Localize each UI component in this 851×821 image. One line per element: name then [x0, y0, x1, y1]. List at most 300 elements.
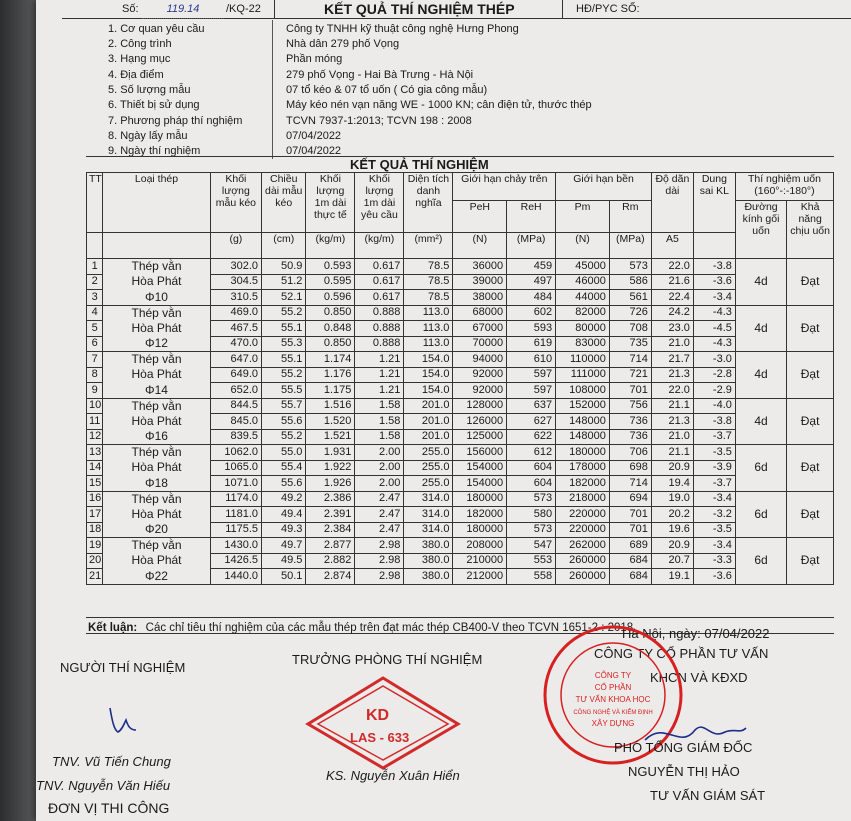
cell-value: 1175.5	[210, 522, 261, 538]
seal-line: CỔ PHẦN	[594, 683, 632, 692]
las-stamp-text: LAS - 633	[350, 730, 410, 745]
steel-type: Φ12	[103, 336, 210, 352]
cell-value: 597	[507, 367, 556, 383]
info-value: 07/04/2022	[286, 130, 342, 142]
info-value: TCVN 7937-1:2013; TCVN 198 : 2008	[286, 115, 472, 127]
cell-value: 469.0	[210, 305, 261, 321]
cell-value: -3.6	[693, 274, 735, 290]
cell-value: 1.931	[306, 445, 355, 461]
row-index: 6	[87, 336, 103, 352]
cell-value: 49.3	[262, 522, 306, 538]
contractor-title: ĐƠN VỊ THI CÔNG	[48, 800, 170, 816]
cell-value: 304.5	[210, 274, 261, 290]
cell-value: 1440.0	[210, 569, 261, 585]
cell-value: 201.0	[404, 414, 453, 430]
row-index: 9	[87, 383, 103, 399]
cell-value: 2.386	[306, 491, 355, 507]
cell-value: 55.0	[262, 445, 306, 461]
cell-value: 201.0	[404, 398, 453, 414]
cell-value: 154000	[453, 476, 507, 492]
cell-value: -3.2	[693, 507, 735, 523]
cell-value: 0.593	[306, 259, 355, 275]
cell-value: 126000	[453, 414, 507, 430]
steel-type: Φ10	[103, 290, 210, 306]
cell-value: 260000	[556, 553, 610, 569]
cell-value: 178000	[556, 460, 610, 476]
info-value: 279 phố Vọng - Hai Bà Trưng - Hà Nội	[286, 69, 474, 81]
cell-value: 844.5	[210, 398, 261, 414]
cell-value: 0.617	[355, 259, 404, 275]
cell-value: 21.0	[651, 336, 693, 352]
unit-n: (N)	[556, 233, 610, 259]
col-header-kha-nang: Khả năng chịu uốn	[787, 201, 834, 259]
cell-value: -3.4	[693, 491, 735, 507]
cell-value: 78.5	[404, 290, 453, 306]
cell-value: 684	[609, 569, 651, 585]
steel-type: Hòa Phát	[103, 414, 210, 430]
cell-value: 302.0	[210, 259, 261, 275]
steel-type: Hòa Phát	[103, 460, 210, 476]
cell-value: 1.21	[355, 352, 404, 368]
vice-director-title: PHÓ TỔNG GIÁM ĐỐC	[614, 740, 753, 755]
table-row	[87, 352, 834, 368]
steel-type: Φ20	[103, 522, 210, 538]
so-number: 119.14	[142, 0, 224, 19]
cell-value: -2.8	[693, 367, 735, 383]
cell-value: 2.00	[355, 460, 404, 476]
cell-value: 70000	[453, 336, 507, 352]
cell-value: -3.8	[693, 259, 735, 275]
cell-value: 602	[507, 305, 556, 321]
cell-value: 180000	[556, 445, 610, 461]
cell-value: 45000	[556, 259, 610, 275]
cell-value: 380.0	[404, 569, 453, 585]
cell-value: 714	[609, 476, 651, 492]
supervisor-title: TƯ VẤN GIÁM SÁT	[650, 788, 766, 803]
table-row	[87, 259, 834, 275]
cell-value: -3.4	[693, 290, 735, 306]
col-header-chieu-dai: Chiều dài mẫu kéo	[262, 173, 306, 233]
info-label: 9. Ngày thí nghiệm	[108, 145, 201, 157]
vice-director-name: NGUYỄN THỊ HẢO	[628, 764, 740, 779]
cell-value: 558	[507, 569, 556, 585]
info-row	[100, 68, 830, 83]
unit-mpa: (MPa)	[507, 233, 556, 259]
cell-value: 218000	[556, 491, 610, 507]
cell-value: 23.0	[651, 321, 693, 337]
cell-value: 1071.0	[210, 476, 261, 492]
row-index: 3	[87, 290, 103, 306]
cell-value: 2.877	[306, 538, 355, 554]
cell-value: 19.4	[651, 476, 693, 492]
cell-value: 148000	[556, 414, 610, 430]
cell-value: 0.596	[306, 290, 355, 306]
cell-value: 210000	[453, 553, 507, 569]
cell-value: 684	[609, 553, 651, 569]
cell-value: 22.0	[651, 383, 693, 399]
cell-value: 701	[609, 522, 651, 538]
cell-value: 156000	[453, 445, 507, 461]
cell-value: 721	[609, 367, 651, 383]
cell-value: 94000	[453, 352, 507, 368]
cell-value: 82000	[556, 305, 610, 321]
col-header-uon: Thí nghiệm uốn (160°-:-180°)	[735, 173, 833, 201]
cell-value: 22.4	[651, 290, 693, 306]
cell-value: 1.174	[306, 352, 355, 368]
cell-value: 467.5	[210, 321, 261, 337]
col-header-peh: PeH	[453, 201, 507, 233]
cell-value: 260000	[556, 569, 610, 585]
cell-value: 1.926	[306, 476, 355, 492]
cell-value: 154000	[453, 460, 507, 476]
conclusion-text: Các chỉ tiêu thí nghiệm của các mẫu thép trên đạt mác thép CB400-V theo TCVN 1651-2 : 2018.	[145, 622, 637, 634]
cell-value: 2.98	[355, 569, 404, 585]
cell-value: -3.4	[693, 538, 735, 554]
cell-value: 497	[507, 274, 556, 290]
cell-value: 1.21	[355, 383, 404, 399]
bend-diameter: 4d	[735, 305, 786, 352]
col-header-reh: ReH	[507, 201, 556, 233]
unit-mm2: (mm²)	[404, 233, 453, 259]
cell-value: 2.391	[306, 507, 355, 523]
cell-value: 55.2	[262, 367, 306, 383]
cell-value: 2.98	[355, 553, 404, 569]
cell-value: 1062.0	[210, 445, 261, 461]
row-index: 10	[87, 398, 103, 414]
cell-value: 0.888	[355, 321, 404, 337]
table-row	[87, 522, 834, 538]
cell-value: 21.3	[651, 367, 693, 383]
cell-value: -3.5	[693, 522, 735, 538]
seal-line: CÔNG TY	[594, 671, 632, 680]
row-index: 7	[87, 352, 103, 368]
table-row	[87, 429, 834, 445]
cell-value: 547	[507, 538, 556, 554]
cell-value: 55.4	[262, 460, 306, 476]
row-index: 20	[87, 553, 103, 569]
cell-value: 83000	[556, 336, 610, 352]
info-row	[100, 37, 830, 52]
cell-value: 21.1	[651, 398, 693, 414]
cell-value: 314.0	[404, 507, 453, 523]
tester-signature	[100, 700, 140, 740]
cell-value: 55.5	[262, 383, 306, 399]
table-row	[87, 367, 834, 383]
so-label: Số:	[122, 3, 139, 15]
cell-value: 2.47	[355, 522, 404, 538]
cell-value: 2.874	[306, 569, 355, 585]
cell-value: 604	[507, 460, 556, 476]
cell-value: 50.9	[262, 259, 306, 275]
cell-value: -3.0	[693, 352, 735, 368]
cell-value: 0.848	[306, 321, 355, 337]
cell-value: 610	[507, 352, 556, 368]
cell-value: 80000	[556, 321, 610, 337]
col-header-do-dan-dai: Độ dãn dài	[651, 173, 693, 233]
steel-type: Thép vằn	[103, 352, 210, 368]
cell-value: 128000	[453, 398, 507, 414]
cell-value: 113.0	[404, 305, 453, 321]
row-index: 1	[87, 259, 103, 275]
bend-diameter: 4d	[735, 259, 786, 306]
seal-line: TƯ VẤN KHOA HỌC	[575, 695, 651, 704]
steel-type: Φ18	[103, 476, 210, 492]
steel-type: Φ22	[103, 569, 210, 585]
row-index: 18	[87, 522, 103, 538]
bend-result: Đạt	[787, 491, 834, 538]
row-index: 8	[87, 367, 103, 383]
steel-type: Thép vằn	[103, 305, 210, 321]
cell-value: 619	[507, 336, 556, 352]
cell-value: -4.0	[693, 398, 735, 414]
bend-result: Đạt	[787, 445, 834, 492]
info-label: 8. Ngày lấy mẫu	[108, 130, 188, 142]
steel-type: Hòa Phát	[103, 507, 210, 523]
cell-value: 2.47	[355, 507, 404, 523]
table-row	[87, 414, 834, 430]
cell-value: 1430.0	[210, 538, 261, 554]
cell-value: 255.0	[404, 460, 453, 476]
cell-value: -3.3	[693, 553, 735, 569]
info-label: 6. Thiết bị sử dụng	[108, 99, 200, 111]
row-index: 2	[87, 274, 103, 290]
cell-value: 0.617	[355, 290, 404, 306]
cell-value: 49.4	[262, 507, 306, 523]
report-date: Hà Nội, ngày: 07/04/2022	[622, 626, 770, 641]
col-header-rm: Rm	[609, 201, 651, 233]
steel-type: Φ14	[103, 383, 210, 399]
steel-type: Φ16	[103, 429, 210, 445]
cell-value: 67000	[453, 321, 507, 337]
cell-value: -4.3	[693, 305, 735, 321]
info-row	[100, 129, 830, 144]
cell-value: 580	[507, 507, 556, 523]
cell-value: 22.0	[651, 259, 693, 275]
cell-value: 2.00	[355, 445, 404, 461]
conclusion-label: Kết luận:	[88, 622, 138, 634]
cell-value: 0.595	[306, 274, 355, 290]
cell-value: 24.2	[651, 305, 693, 321]
bend-diameter: 6d	[735, 538, 786, 585]
col-header-duong-kinh: Đường kính gối uốn	[735, 201, 786, 259]
table-row	[87, 569, 834, 585]
steel-type: Hòa Phát	[103, 274, 210, 290]
table-row	[87, 305, 834, 321]
cell-value: -3.9	[693, 460, 735, 476]
cell-value: 49.5	[262, 553, 306, 569]
info-label: 1. Cơ quan yêu cầu	[108, 23, 205, 35]
cell-value: 2.384	[306, 522, 355, 538]
bend-diameter: 4d	[735, 352, 786, 399]
unit-g: (g)	[210, 233, 261, 259]
cell-value: 622	[507, 429, 556, 445]
lab-head-title: TRƯỞNG PHÒNG THÍ NGHIỆM	[292, 652, 483, 667]
info-row	[100, 114, 830, 129]
cell-value: 51.2	[262, 274, 306, 290]
info-label: 3. Hạng mục	[108, 53, 171, 65]
info-label: 2. Công trình	[108, 38, 172, 50]
table-row	[87, 460, 834, 476]
cell-value: 113.0	[404, 336, 453, 352]
cell-value: 46000	[556, 274, 610, 290]
col-header-kl-thuc-te: Khối lượng 1m dài thực tế	[306, 173, 355, 233]
info-label: 5. Số lượng mẫu	[108, 84, 191, 96]
row-index: 14	[87, 460, 103, 476]
table-row	[87, 507, 834, 523]
cell-value: 0.617	[355, 274, 404, 290]
cell-value: 2.882	[306, 553, 355, 569]
cell-value: 36000	[453, 259, 507, 275]
cell-value: 561	[609, 290, 651, 306]
header-sep-2	[562, 0, 563, 18]
cell-value: 310.5	[210, 290, 261, 306]
cell-value: 21.1	[651, 445, 693, 461]
col-header-gioi-han-ben: Giới hạn bền	[556, 173, 652, 201]
cell-value: 573	[507, 522, 556, 538]
cell-value: 1.922	[306, 460, 355, 476]
cell-value: 701	[609, 507, 651, 523]
cell-value: 459	[507, 259, 556, 275]
cell-value: -3.8	[693, 414, 735, 430]
cell-value: 113.0	[404, 321, 453, 337]
document-header	[62, 0, 851, 19]
cell-value: 208000	[453, 538, 507, 554]
info-row	[100, 83, 830, 98]
info-value: 07/04/2022	[286, 145, 342, 157]
cell-value: 0.850	[306, 336, 355, 352]
cell-value: 111000	[556, 367, 610, 383]
info-row	[100, 52, 830, 67]
table-row	[87, 476, 834, 492]
cell-value: 1426.5	[210, 553, 261, 569]
info-value: 07 tổ kéo & 07 tổ uốn ( Có gia công mẫu)	[286, 84, 488, 96]
cell-value: 652.0	[210, 383, 261, 399]
cell-value: 0.850	[306, 305, 355, 321]
unit-kgm: (kg/m)	[306, 233, 355, 259]
col-header-tt: TT	[87, 173, 103, 233]
cell-value: 314.0	[404, 522, 453, 538]
cell-value: 1181.0	[210, 507, 261, 523]
bend-result: Đạt	[787, 538, 834, 585]
steel-type: Thép vằn	[103, 398, 210, 414]
cell-value: 1.58	[355, 414, 404, 430]
lab-head-name: KS. Nguyễn Xuân Hiển	[326, 768, 460, 783]
cell-value: 726	[609, 305, 651, 321]
cell-value: 201.0	[404, 429, 453, 445]
cell-value: 20.9	[651, 538, 693, 554]
cell-value: 2.98	[355, 538, 404, 554]
row-index: 12	[87, 429, 103, 445]
bend-diameter: 6d	[735, 491, 786, 538]
cell-value: 1.521	[306, 429, 355, 445]
cell-value: 1.520	[306, 414, 355, 430]
cell-value: 701	[609, 383, 651, 399]
cell-value: 553	[507, 553, 556, 569]
cell-value: 1174.0	[210, 491, 261, 507]
cell-value: 604	[507, 476, 556, 492]
table-row	[87, 445, 834, 461]
table-row	[87, 290, 834, 306]
cell-value: 689	[609, 538, 651, 554]
info-row	[100, 22, 830, 37]
steel-type: Thép vằn	[103, 445, 210, 461]
cell-value: 38000	[453, 290, 507, 306]
cell-value: 92000	[453, 367, 507, 383]
unit-kgm: (kg/m)	[355, 233, 404, 259]
table-row	[87, 383, 834, 399]
info-value: Phần móng	[286, 53, 343, 65]
cell-value: 573	[609, 259, 651, 275]
company-name-2: KHCN VÀ KĐXD	[650, 670, 748, 685]
cell-value: 839.5	[210, 429, 261, 445]
bend-diameter: 6d	[735, 445, 786, 492]
cell-value: 694	[609, 491, 651, 507]
cell-value: 152000	[556, 398, 610, 414]
cell-value: 55.7	[262, 398, 306, 414]
cell-value: 0.888	[355, 305, 404, 321]
cell-value: 1065.0	[210, 460, 261, 476]
info-value: Máy kéo nén vạn năng WE - 1000 KN; cân điện tử, thước thép	[286, 99, 592, 111]
col-header-pm: Pm	[556, 201, 610, 233]
row-index: 21	[87, 569, 103, 585]
cell-value: 593	[507, 321, 556, 337]
steel-type: Thép vằn	[103, 259, 210, 275]
seal-line: XÂY DỰNG	[591, 719, 635, 728]
cell-value: 380.0	[404, 538, 453, 554]
row-index: 13	[87, 445, 103, 461]
col-header-khoi-luong: Khối lượng mẫu kéo	[210, 173, 261, 233]
tester-name-1: TNV. Vũ Tiến Chung	[52, 754, 171, 769]
cell-value: 180000	[453, 522, 507, 538]
cell-value: 55.1	[262, 321, 306, 337]
cell-value: 647.0	[210, 352, 261, 368]
info-value: Nhà dân 279 phố Vọng	[286, 38, 400, 50]
cell-value: 255.0	[404, 445, 453, 461]
cell-value: 78.5	[404, 274, 453, 290]
steel-type: Hòa Phát	[103, 321, 210, 337]
table-row	[87, 491, 834, 507]
results-title: KẾT QUẢ THÍ NGHIỆM	[350, 157, 489, 172]
cell-value: 380.0	[404, 553, 453, 569]
cell-value: 55.1	[262, 352, 306, 368]
cell-value: 19.1	[651, 569, 693, 585]
cell-value: 1.516	[306, 398, 355, 414]
row-index: 4	[87, 305, 103, 321]
bend-result: Đạt	[787, 352, 834, 399]
cell-value: 255.0	[404, 476, 453, 492]
cell-value: 735	[609, 336, 651, 352]
info-row	[100, 98, 830, 113]
page-title: KẾT QUẢ THÍ NGHIỆM THÉP	[324, 1, 515, 17]
info-label: 7. Phương pháp thí nghiệm	[108, 115, 243, 127]
cell-value: 637	[507, 398, 556, 414]
cell-value: 55.3	[262, 336, 306, 352]
row-index: 5	[87, 321, 103, 337]
hd-label: HĐ/PYC SỐ:	[576, 3, 640, 15]
cell-value: 714	[609, 352, 651, 368]
cell-value: 698	[609, 460, 651, 476]
cell-value: 2.47	[355, 491, 404, 507]
seal-line: CÔNG NGHỆ VÀ KIỂM ĐỊNH	[573, 710, 653, 716]
cell-value: -3.7	[693, 476, 735, 492]
cell-value: 220000	[556, 522, 610, 538]
cell-value: 108000	[556, 383, 610, 399]
col-header-kl-yeu-cau: Khối lượng 1m dài yêu cầu	[355, 173, 404, 233]
cell-value: 2.00	[355, 476, 404, 492]
cell-value: -3.5	[693, 445, 735, 461]
steel-type: Hòa Phát	[103, 553, 210, 569]
results-table	[86, 172, 834, 585]
